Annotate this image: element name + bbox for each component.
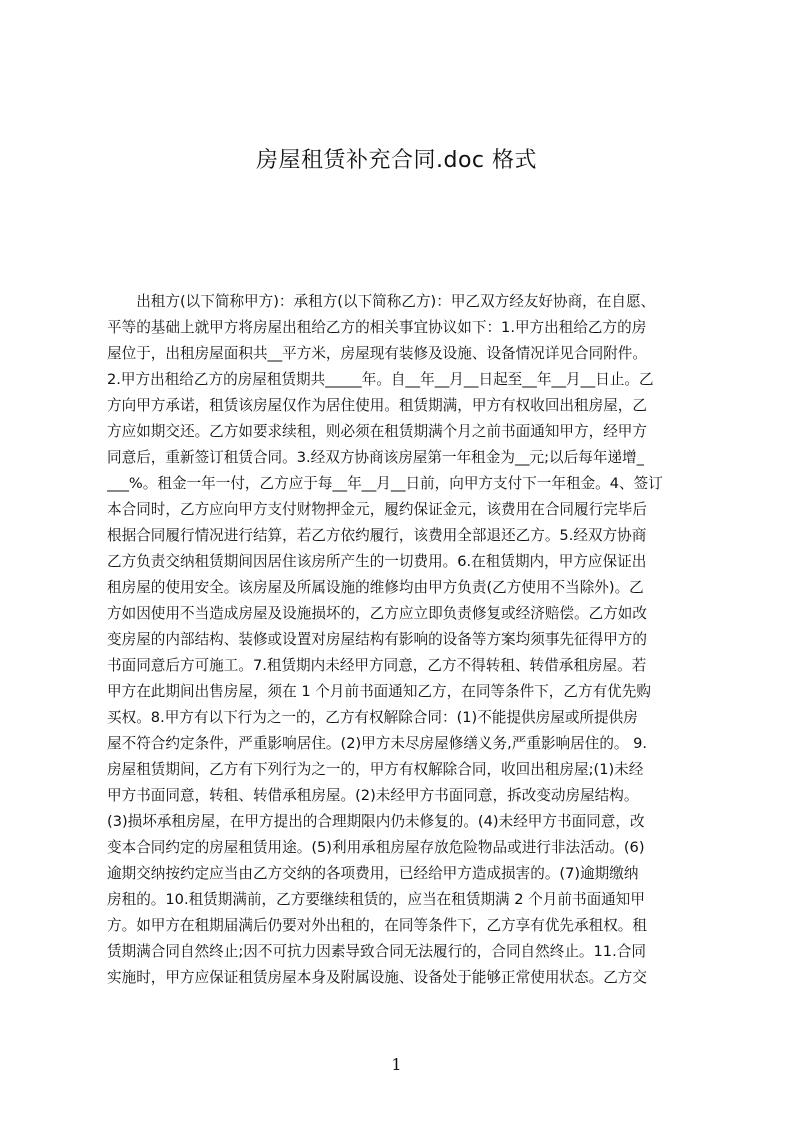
body-line: 平等的基础上就甲方将房屋出租给乙方的相关事宜协议如下：1.甲方出租给乙方的房 xyxy=(107,319,647,336)
body-line: 方应如期交还。乙方如要求续租，则必须在租赁期满个月之前书面通知甲方，经甲方 xyxy=(107,423,647,440)
body-line: 租房屋的使用安全。该房屋及所属设施的维修均由甲方负责(乙方使用不当除外)。乙 xyxy=(107,579,644,596)
body-line: 方如因使用不当造成房屋及设施损坏的，乙方应立即负责修复或经济赔偿。乙方如改 xyxy=(107,605,647,622)
body-line: 买权。8.甲方有以下行为之一的，乙方有权解除合同：(1)不能提供房屋或所提供房 xyxy=(107,709,638,726)
body-line: 房租的。10.租赁期满前，乙方要继续租赁的，应当在租赁期满 2 个月前书面通知甲 xyxy=(107,891,645,908)
body-line: 方。如甲方在租期届满后仍要对外出租的，在同等条件下，乙方享有优先承租权。租 xyxy=(107,917,647,934)
page-number: 1 xyxy=(391,1055,402,1074)
body-line: 赁期满合同自然终止;因不可抗力因素导致合同无法履行的，合同自然终止。11.合同 xyxy=(107,943,646,960)
body-line: 房屋租赁期间，乙方有下列行为之一的，甲方有权解除合同，收回出租房屋;(1)未经 xyxy=(107,761,644,778)
body-line: 2.甲方出租给乙方的房屋租赁期共_____年。自__年__月__日起至__年__月__日止。乙 xyxy=(107,371,654,388)
body-line: 甲方在此期间出售房屋，须在 1 个月前书面通知乙方，在同等条件下，乙方有优先购 xyxy=(107,683,651,700)
document-body xyxy=(107,289,699,991)
body-line: 乙方负责交纳租赁期间因居住该房所产生的一切费用。6.在租赁期内，甲方应保证出 xyxy=(107,553,647,570)
body-line: 书面同意后方可施工。7.租赁期内未经甲方同意，乙方不得转租、转借承租房屋。若 xyxy=(107,657,647,674)
document-title: 房屋租赁补充合同.doc 格式 xyxy=(255,148,537,173)
body-line: (3)损坏承租房屋，在甲方提出的合理期限内仍未修复的。(4)未经甲方书面同意，改 xyxy=(107,813,645,830)
body-line: 逾期交纳按约定应当由乙方交纳的各项费用，已经给甲方造成损害的。(7)逾期缴纳 xyxy=(107,865,639,882)
body-line: ___%。租金一年一付，乙方应于每__年__月__日前，向甲方支付下一年租金。4、签订 xyxy=(107,475,663,492)
body-line: 方向甲方承诺，租赁该房屋仅作为居住使用。租赁期满，甲方有权收回出租房屋，乙 xyxy=(107,397,647,414)
body-line: 变房屋的内部结构、装修或设置对房屋结构有影响的设备等方案均须事先征得甲方的 xyxy=(107,631,647,648)
body-line: 同意后，重新签订租赁合同。3.经双方协商该房屋第一年租金为__元;以后每年递增_ xyxy=(107,449,644,466)
body-line: 出租方(以下简称甲方)：承租方(以下简称乙方)：甲乙双方经友好协商，在自愿、 xyxy=(107,293,656,310)
body-line: 本合同时，乙方应向甲方支付财物押金元，履约保证金元，该费用在合同履行完毕后 xyxy=(107,501,647,518)
body-line: 屋不符合约定条件，严重影响居住。(2)甲方未尽房屋修缮义务,严重影响居住的。 9. xyxy=(107,735,648,752)
body-line: 变本合同约定的房屋租赁用途。(5)利用承租房屋存放危险物品或进行非法活动。(6) xyxy=(107,839,645,856)
body-line: 甲方书面同意，转租、转借承租房屋。(2)未经甲方书面同意，拆改变动房屋结构。 xyxy=(107,787,639,804)
body-line: 实施时，甲方应保证租赁房屋本身及附属设施、设备处于能够正常使用状态。乙方交 xyxy=(107,969,647,986)
body-line: 根据合同履行情况进行结算，若乙方依约履行，该费用全部退还乙方。5.经双方协商 xyxy=(107,527,647,544)
body-line: 屋位于，出租房屋面积共__平方米，房屋现有装修及设施、设备情况详见合同附件。 xyxy=(107,345,647,362)
